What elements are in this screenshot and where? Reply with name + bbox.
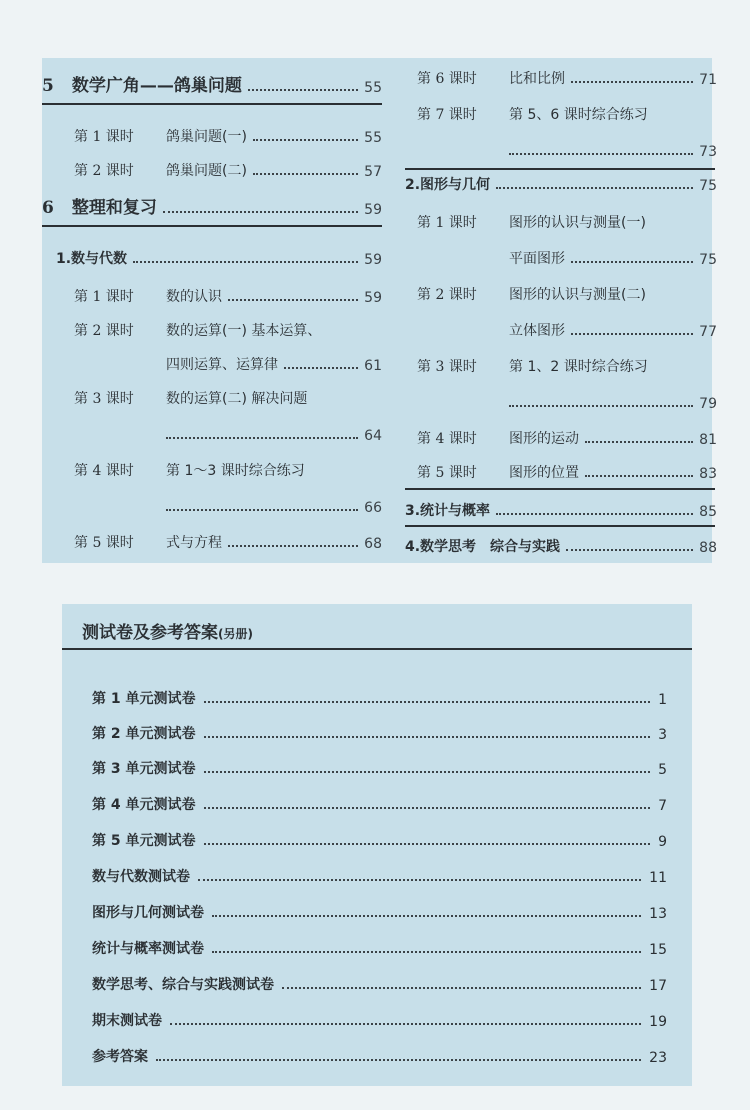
toc-lesson-continued[interactable] bbox=[42, 344, 382, 374]
leader-dots bbox=[282, 987, 641, 989]
test-title: 第 2 单元测试卷 bbox=[92, 726, 196, 742]
tests-heading-text: 测试卷及参考答案 bbox=[82, 623, 218, 643]
page-number: 15 bbox=[649, 942, 667, 958]
page-number: 75 bbox=[699, 178, 717, 194]
toc-lesson[interactable] bbox=[42, 378, 382, 408]
page-number: 59 bbox=[364, 202, 382, 218]
lesson-label: 第 2 课时 bbox=[74, 323, 134, 339]
lesson-label: 第 4 课时 bbox=[417, 431, 477, 447]
leader-dots bbox=[571, 261, 693, 263]
toc-lesson[interactable] bbox=[42, 150, 382, 180]
lesson-label: 第 1 课时 bbox=[74, 129, 134, 145]
page-number: 59 bbox=[364, 252, 382, 268]
toc-lesson-continued[interactable] bbox=[417, 382, 717, 412]
leader-dots bbox=[253, 139, 358, 141]
toc-test-item[interactable] bbox=[92, 822, 667, 850]
lesson-title: 第 1、2 课时综合练习 bbox=[509, 359, 648, 375]
leader-dots bbox=[284, 367, 358, 369]
page-number: 68 bbox=[364, 536, 382, 552]
toc-test-item[interactable] bbox=[92, 1038, 667, 1066]
test-title: 统计与概率测试卷 bbox=[92, 941, 204, 957]
leader-dots bbox=[170, 1023, 641, 1025]
page-number: 3 bbox=[658, 727, 667, 743]
test-title: 第 3 单元测试卷 bbox=[92, 761, 196, 777]
page-number: 13 bbox=[649, 906, 667, 922]
leader-dots bbox=[212, 951, 641, 953]
unit-rule bbox=[42, 103, 382, 105]
leader-dots bbox=[571, 81, 693, 83]
leader-dots bbox=[204, 736, 651, 738]
toc-section-2[interactable] bbox=[405, 164, 717, 194]
toc-lesson[interactable] bbox=[417, 346, 717, 376]
leader-dots bbox=[509, 153, 693, 155]
toc-lesson[interactable] bbox=[42, 310, 382, 340]
toc-lesson[interactable] bbox=[417, 452, 717, 482]
leader-dots bbox=[571, 333, 693, 335]
test-title: 图形与几何测试卷 bbox=[92, 905, 204, 921]
leader-dots bbox=[204, 807, 651, 809]
test-title: 第 1 单元测试卷 bbox=[92, 691, 196, 707]
toc-test-item[interactable] bbox=[92, 680, 667, 708]
lesson-title: 数的运算(二) 解决问题 bbox=[166, 391, 308, 407]
toc-lesson-continued[interactable] bbox=[42, 414, 382, 444]
leader-dots bbox=[204, 701, 651, 703]
lesson-title: 数的运算(一) 基本运算、 bbox=[166, 323, 322, 339]
lesson-title: 图形的认识与测量(二) bbox=[509, 287, 646, 303]
unit-rule bbox=[42, 225, 382, 227]
leader-dots bbox=[496, 187, 693, 189]
page-number: 75 bbox=[699, 252, 717, 268]
leader-dots bbox=[253, 173, 358, 175]
toc-section-4[interactable] bbox=[405, 526, 717, 556]
leader-dots bbox=[228, 299, 358, 301]
lesson-title: 式与方程 bbox=[166, 535, 222, 551]
leader-dots bbox=[566, 549, 693, 551]
tests-block bbox=[62, 604, 692, 1086]
section-title: 4.数学思考 综合与实践 bbox=[405, 539, 561, 555]
toc-test-item[interactable] bbox=[92, 786, 667, 814]
lesson-title: 第 5、6 课时综合练习 bbox=[509, 107, 648, 123]
toc-lesson-continued[interactable] bbox=[417, 238, 717, 268]
unit-number: 6 bbox=[42, 198, 54, 218]
lesson-label: 第 2 课时 bbox=[74, 163, 134, 179]
page-number: 57 bbox=[364, 164, 382, 180]
page-number: 83 bbox=[699, 466, 717, 482]
lesson-label: 第 5 课时 bbox=[417, 465, 477, 481]
page-number: 55 bbox=[364, 80, 382, 96]
lesson-title-continued: 立体图形 bbox=[509, 323, 565, 339]
page-number: 64 bbox=[364, 428, 382, 444]
test-title: 第 5 单元测试卷 bbox=[92, 833, 196, 849]
leader-dots bbox=[156, 1059, 641, 1061]
unit-title: 数学广角——鸽巢问题 bbox=[71, 76, 242, 96]
lesson-title: 图形的位置 bbox=[509, 465, 579, 481]
lesson-title-continued: 平面图形 bbox=[509, 251, 565, 267]
toc-lesson[interactable] bbox=[417, 418, 717, 448]
test-title: 数学思考、综合与实践测试卷 bbox=[92, 977, 274, 993]
toc-lesson[interactable] bbox=[417, 94, 717, 124]
toc-lesson-continued[interactable] bbox=[417, 310, 717, 340]
page-number: 77 bbox=[699, 324, 717, 340]
toc-test-item[interactable] bbox=[92, 930, 667, 958]
lesson-title: 鸽巢问题(一) bbox=[166, 129, 247, 145]
lesson-title: 图形的运动 bbox=[509, 431, 579, 447]
page-number: 88 bbox=[699, 540, 717, 556]
toc-lesson-continued[interactable] bbox=[417, 130, 717, 160]
tests-heading-note: (另册) bbox=[218, 627, 253, 641]
lesson-label: 第 6 课时 bbox=[417, 71, 477, 87]
page-number: 61 bbox=[364, 358, 382, 374]
test-title: 数与代数测试卷 bbox=[92, 869, 190, 885]
leader-dots bbox=[166, 509, 358, 511]
tests-heading bbox=[82, 618, 253, 643]
toc-unit-6[interactable] bbox=[42, 188, 382, 218]
page-number: 9 bbox=[658, 834, 667, 850]
leader-dots bbox=[585, 441, 693, 443]
section-title: 1.数与代数 bbox=[56, 251, 128, 267]
unit-title: 整理和复习 bbox=[71, 198, 157, 218]
toc-test-item[interactable] bbox=[92, 750, 667, 778]
lesson-label: 第 7 课时 bbox=[417, 107, 477, 123]
lesson-title-continued: 四则运算、运算律 bbox=[166, 357, 278, 373]
page-number: 17 bbox=[649, 978, 667, 994]
lesson-label: 第 1 课时 bbox=[417, 215, 477, 231]
page-number: 1 bbox=[658, 692, 667, 708]
lesson-title: 第 1～3 课时综合练习 bbox=[166, 463, 305, 479]
lesson-title: 数的认识 bbox=[166, 289, 222, 305]
lesson-label: 第 1 课时 bbox=[74, 289, 134, 305]
page-number: 19 bbox=[649, 1014, 667, 1030]
toc-lesson[interactable] bbox=[417, 58, 717, 88]
toc-lesson[interactable] bbox=[417, 202, 717, 232]
page-number: 11 bbox=[649, 870, 667, 886]
page-number: 85 bbox=[699, 504, 717, 520]
toc-unit-5[interactable] bbox=[42, 66, 382, 96]
toc-section-1[interactable] bbox=[42, 238, 382, 268]
unit-number: 5 bbox=[42, 76, 54, 96]
toc-test-item[interactable] bbox=[92, 858, 667, 886]
lesson-label: 第 3 课时 bbox=[74, 391, 134, 407]
toc-lesson[interactable] bbox=[42, 276, 382, 306]
lesson-label: 第 4 课时 bbox=[74, 463, 134, 479]
leader-dots bbox=[248, 89, 358, 91]
page-number: 5 bbox=[658, 762, 667, 778]
leader-dots bbox=[163, 211, 358, 213]
tests-heading-rule bbox=[62, 648, 692, 650]
leader-dots bbox=[204, 771, 651, 773]
test-title: 参考答案 bbox=[92, 1049, 148, 1065]
leader-dots bbox=[166, 437, 358, 439]
leader-dots bbox=[509, 405, 693, 407]
leader-dots bbox=[496, 513, 693, 515]
lesson-label: 第 2 课时 bbox=[417, 287, 477, 303]
test-title: 第 4 单元测试卷 bbox=[92, 797, 196, 813]
page-number: 81 bbox=[699, 432, 717, 448]
toc-lesson[interactable] bbox=[417, 274, 717, 304]
toc-lesson[interactable] bbox=[42, 450, 382, 480]
leader-dots bbox=[198, 879, 641, 881]
lesson-title: 鸽巢问题(二) bbox=[166, 163, 247, 179]
page-number: 66 bbox=[364, 500, 382, 516]
section-title: 3.统计与概率 bbox=[405, 503, 491, 519]
page-number: 55 bbox=[364, 130, 382, 146]
page-number: 71 bbox=[699, 72, 717, 88]
leader-dots bbox=[228, 545, 358, 547]
toc-lesson-continued[interactable] bbox=[42, 486, 382, 516]
toc-lesson[interactable] bbox=[42, 116, 382, 146]
test-title: 期末测试卷 bbox=[92, 1013, 162, 1029]
toc-lesson[interactable] bbox=[42, 522, 382, 552]
page-number: 59 bbox=[364, 290, 382, 306]
toc-test-item[interactable] bbox=[92, 715, 667, 743]
page-number: 7 bbox=[658, 798, 667, 814]
toc-main-block bbox=[42, 58, 717, 563]
toc-section-3[interactable] bbox=[405, 490, 717, 520]
leader-dots bbox=[204, 843, 651, 845]
leader-dots bbox=[585, 475, 693, 477]
lesson-title: 图形的认识与测量(一) bbox=[509, 215, 646, 231]
toc-test-item[interactable] bbox=[92, 894, 667, 922]
lesson-label: 第 5 课时 bbox=[74, 535, 134, 551]
lesson-title: 比和比例 bbox=[509, 71, 565, 87]
section-title: 2.图形与几何 bbox=[405, 177, 491, 193]
leader-dots bbox=[212, 915, 641, 917]
toc-test-item[interactable] bbox=[92, 1002, 667, 1030]
lesson-label: 第 3 课时 bbox=[417, 359, 477, 375]
page-number: 73 bbox=[699, 144, 717, 160]
toc-test-item[interactable] bbox=[92, 966, 667, 994]
leader-dots bbox=[133, 261, 358, 263]
page-number: 23 bbox=[649, 1050, 667, 1066]
page-number: 79 bbox=[699, 396, 717, 412]
